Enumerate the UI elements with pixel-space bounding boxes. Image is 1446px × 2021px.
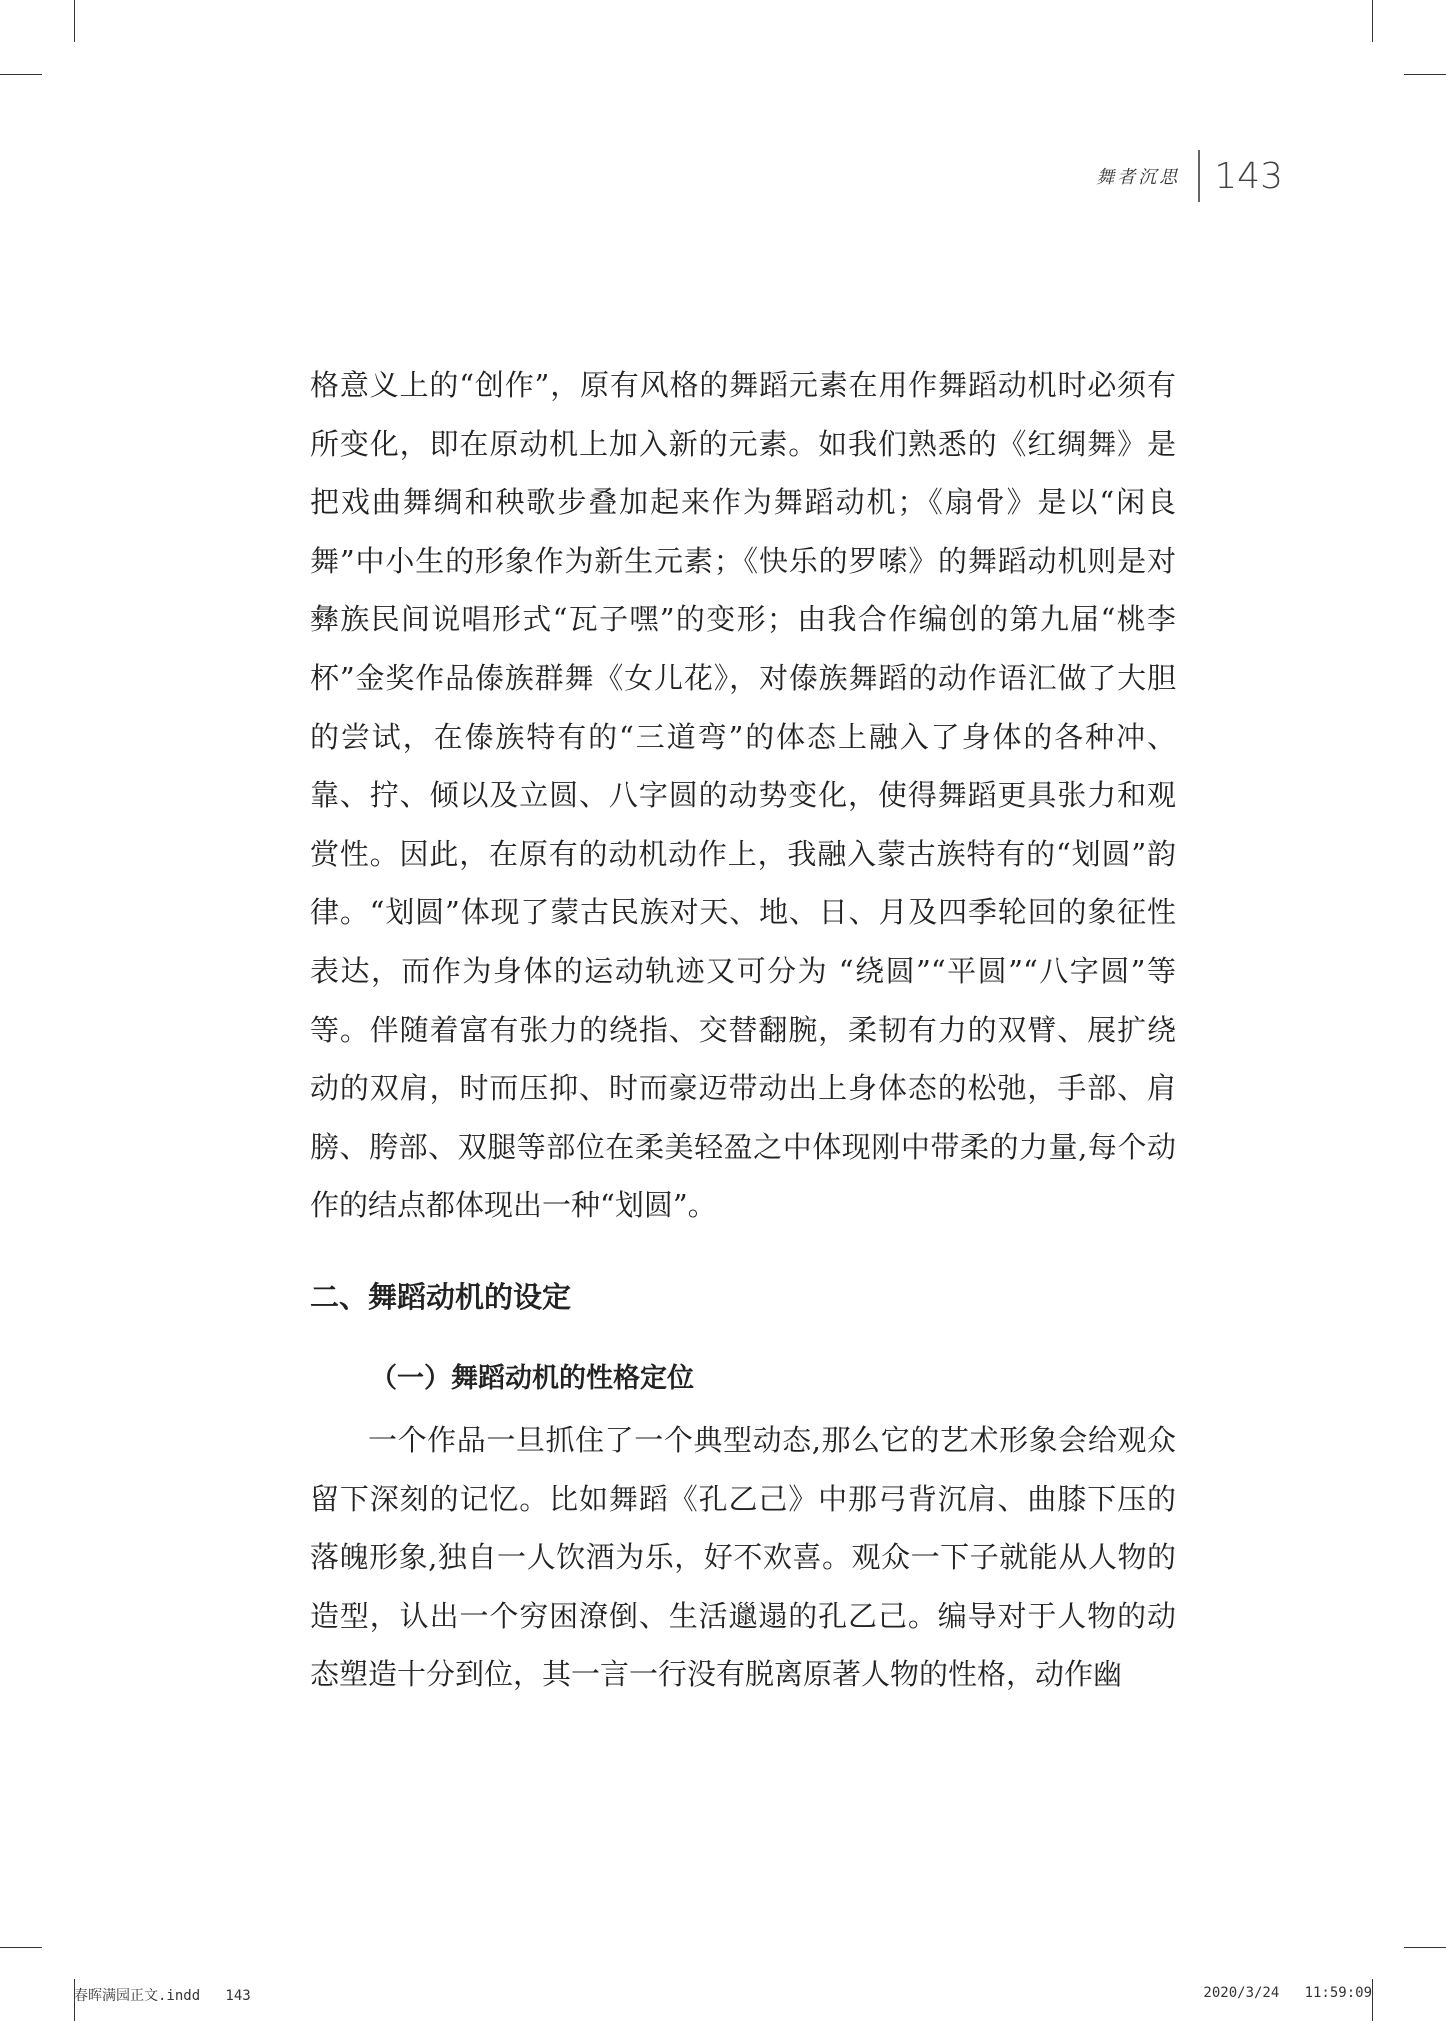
crop-mark — [0, 1947, 42, 1948]
running-title: 舞者沉思 — [1096, 167, 1181, 188]
slug-timestamp: 2020/3/24 11:59:09 — [1203, 1985, 1372, 2001]
crop-mark — [1404, 1947, 1446, 1948]
page-number: 143 — [1214, 155, 1283, 197]
subsection-heading: （一）舞蹈动机的性格定位 — [370, 1362, 694, 1394]
section-heading: 二、舞蹈动机的设定 — [310, 1279, 572, 1314]
paragraph: 一个作品一旦抓住了一个典型动态,那么它的艺术形象会给观众留下深刻的记忆。比如舞蹈《孔乙己》中那弓背沉肩、曲膝下压的落魄形象,独自一人饮酒为乐，好不欢喜。观众一下子就能从人物的造型，认出一个穷困潦倒、生活邋遢的孔乙己。编导对于人物的动态塑造十分到位，其一言一行没有脱离原著人物的性格，动作幽 — [310, 1422, 1176, 1692]
crop-mark — [1372, 0, 1373, 42]
running-header — [1096, 150, 1283, 202]
header-divider — [1198, 150, 1200, 202]
crop-mark — [74, 0, 75, 42]
paragraph: 格意义上的“创作”，原有风格的舞蹈元素在用作舞蹈动机时必须有所变化，即在原动机上加入新的元素。如我们熟悉的《红绸舞》是把戏曲舞绸和秧歌步叠加起来作为舞蹈动机；《扇骨》是以“闲良舞”中小生的形象作为新生元素；《快乐的罗嗦》的舞蹈动机则是对彝族民间说唱形式“瓦子嘿”的变形；由我合作编创的第九届“桃李杯”金奖作品傣族群舞《女儿花》，对傣族舞蹈的动作语汇做了大胆的尝试，在傣族特有的“三道弯”的体态上融入了身体的各种冲、靠、拧、倾以及立圆、八字圆的动势变化，使得舞蹈更具张力和观赏性。因此，在原有的动机动作上，我融入蒙古族特有的“划圆”韵律。“划圆”体现了蒙古民族对天、地、日、月及四季轮回的象征性表达，而作为身体的运动轨迹又可分为 “绕圆”“平圆”“八字圆”等等。伴随着富有张力的绕指、交替翻腕，柔韧有力的双臂、展扩绕动的双肩，时而压抑、时而豪迈带动出上身体态的松弛，手部、肩膀、胯部、双腿等部位在柔美轻盈之中体现刚中带柔的力量,每个动作的结点都体现出一种“划圆”。 — [310, 368, 1176, 1223]
crop-mark — [1372, 1979, 1373, 2021]
slug-file-info: 春晖满园正文.indd 143 — [74, 1988, 251, 2004]
crop-mark — [0, 74, 42, 75]
crop-mark — [1404, 74, 1446, 75]
body-text — [310, 356, 1176, 1704]
